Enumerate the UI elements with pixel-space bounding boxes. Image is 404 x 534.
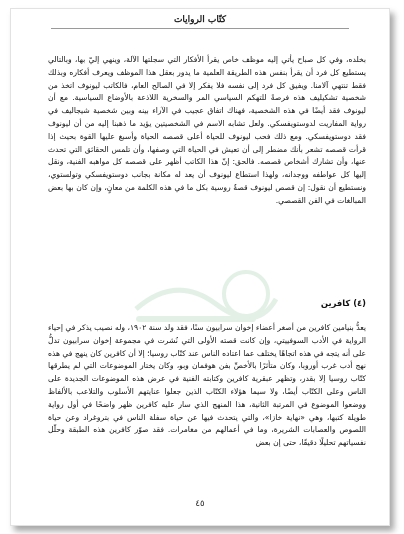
page-number: ٤٥ bbox=[195, 499, 205, 509]
book-page bbox=[10, 8, 390, 526]
paragraph-leonov: بخلده، وفي كل صباح يأتي إليه موظف خاص يقرأ الأفكار التي سجلتها الآلة، وينهي إليّ بها، وبالتالي يستطيع كل فرد أن يقرأ بنفس هذه الطريقة العلمية ما يدور بعقل هذا الموظف ويعرف أفكاره وبذلك فقط تنتهي آلامنا. ويفيق كل فرد إلى نفسه فلا يفكر إلا في الصالح العام، فالكاتب ليونوف اتخذ من شخصية تشكيليف هذه فرصةً للتهكم السياسي المر والسخرية اللاذعة بالأوضاع السياسية. مع أن ليونوف فقد أيضًا في هذه الشخصية، فهناك اتفاق عجيب في الآراء بينه وبين شخصية شيجاليف في رواية المفاريت لدوستويفسكي. ولعل تشابه الاسم في الشخصيتين يؤيد ما ذهبنا إليه من أن ليونوف فقد دوستويفسكي. ومع ذلك فحب ليونوف للحياة أعلى قصصه الحياة وأسبغ عليها القوة بحيث إذا قرأت قصصه تشعر بأنك مضطر إلى أن تعيش في الحياة التي وصفها، وأن تلمس الحقائق التي تحدث عنها، وأن تشارك أشخاص قصصه. فالحق: إنّ هذا الكاتب أظهر على قصصه كل مواهبه الفنية، ونقل إليها كل عواطفه ووجدانه، ولهذا استطاع ليونوف أن يعد له مكانة بجانب دوستويفسكي وتولستوي، ونستطيع أن نقول: إن قصص ليونوف قصةٌ روسية بكل ما في هذه الكلمة من معانٍ، وإن كان بها بعض المبالغات في الفن القصصي. bbox=[48, 55, 366, 205]
running-header: كتّاب الروايات bbox=[51, 15, 349, 29]
paragraph-kaverin: يعدُّ بنيامين كافرين من أصغر أعضاء إخوان سرابيون سنًا، فقد ولد سنة ١٩٠٢، وله نصيب يذكر في إحياء الرواية في الأدب السوفييتي، وإن كانت قصته الأولى التي نُشرت في مجموعة إخوان سرابيون تدلُّ على أنه يتجه في هذه اتجاهًا يختلف عما اعتاده الناس عند كتّاب روسيا؛ إلا أن كافرين كان ينهج في هذه نهج أدب غرب أوروبا، وكان متأثرًا بالأخصِّ بفن هوفمان وبو، وكان يختار الموضوعات التي لم يطرقها كتّاب روسيا إلا بقدر، وتظهر عبقرية كافرين وكتابته الفنية في عرض هذه الموضوعات الجديدة على الناس وعلى الكتّاب أيضًا، ولا سيما هؤلاء الكتّاب الذين جعلوا عنايتهم الأسلوب والتلاعب بالألفاظ ووضعوا الموضوع في المرتبة الثانية، هذا المنهج الذي سار عليه كافرين ظهر واضحًا في أول رواية طويلة كتبها، وهي «نهاية خازا»، والتي يتحدث فيها عن حياة سفلة الناس في بتروغراد وعن حياة اللصوص والعصابات الشريرة، وما في أعمالهم من مغامرات. فقد صوّر كافرين هذه الطبقة وحلّل نفسياتهم تحليلًا دقيقًا، حتى إن بعض bbox=[48, 323, 366, 448]
body-text-section-2 bbox=[48, 322, 366, 450]
body-text-section-1 bbox=[48, 54, 366, 208]
section-heading-kaverin: (٤) كافرين bbox=[320, 298, 366, 308]
